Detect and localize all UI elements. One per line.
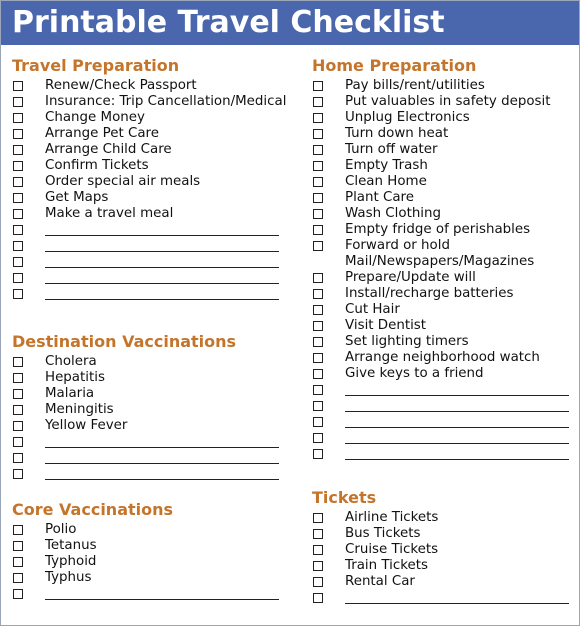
checkbox[interactable]	[313, 273, 323, 283]
checklist-item	[12, 570, 173, 586]
checklist-blank-item	[312, 414, 476, 430]
checklist-blank-item	[12, 450, 236, 466]
checklist-item-label: Wash Clothing	[345, 206, 442, 221]
checklist-item-label: Unplug Electronics	[345, 110, 470, 125]
write-in-line[interactable]	[345, 459, 569, 460]
checklist-item	[12, 78, 197, 94]
checkbox[interactable]	[313, 577, 323, 587]
checklist-item-label: Rental Car	[345, 574, 415, 589]
checkbox[interactable]	[313, 513, 323, 523]
checkbox[interactable]	[13, 453, 23, 463]
checkbox[interactable]	[313, 401, 323, 411]
checkbox[interactable]	[313, 97, 323, 107]
checklist-blank-item	[312, 430, 476, 446]
checklist-blank-item	[12, 222, 179, 238]
checklist-item	[312, 334, 476, 350]
write-in-line[interactable]	[345, 395, 569, 396]
write-in-line[interactable]	[345, 427, 569, 428]
checkbox[interactable]	[13, 161, 23, 171]
checklist-item-label: Cruise Tickets	[345, 542, 439, 557]
checkbox[interactable]	[13, 257, 23, 267]
checklist-blank-item	[12, 434, 236, 450]
checklist-item-label: Mail/Newspapers/Magazines	[345, 254, 535, 269]
section-tickets	[312, 486, 439, 606]
checkbox[interactable]	[313, 385, 323, 395]
checkbox[interactable]	[13, 177, 23, 187]
checklist-item	[312, 158, 476, 174]
checkbox[interactable]	[13, 193, 23, 203]
checklist-item	[12, 386, 236, 402]
checklist-item	[12, 158, 179, 174]
write-in-line[interactable]	[45, 447, 279, 448]
checklist-item-label: Cut Hair	[345, 302, 400, 317]
checklist-item-label: Pay bills/rent/utilities	[345, 78, 485, 93]
checklist-item-label: Hepatitis	[45, 370, 105, 385]
checklist	[12, 78, 287, 302]
title-banner	[1, 1, 579, 45]
checklist-item	[312, 350, 540, 366]
checklist-item	[312, 126, 476, 142]
write-in-line[interactable]	[45, 479, 279, 480]
checklist-item-label: Polio	[45, 522, 77, 537]
checklist-item	[312, 526, 421, 542]
checkbox[interactable]	[313, 305, 323, 315]
checkbox[interactable]	[13, 373, 23, 383]
checkbox[interactable]	[313, 241, 323, 251]
checkbox[interactable]	[13, 573, 23, 583]
checklist-item-label: Insurance: Trip Cancellation/Medical	[45, 94, 287, 109]
section-heading: Destination Vaccinations	[12, 332, 237, 351]
checkbox[interactable]	[313, 529, 323, 539]
checklist-item	[12, 354, 236, 370]
checkbox[interactable]	[313, 289, 323, 299]
checklist-item-label: Plant Care	[345, 190, 414, 205]
write-in-line[interactable]	[345, 411, 569, 412]
checklist-item-label: Prepare/Update will	[345, 270, 476, 285]
checklist-item-label: Empty Trash	[345, 158, 428, 173]
checklist-item-label: Train Tickets	[345, 558, 428, 573]
write-in-line[interactable]	[45, 235, 279, 236]
checkbox[interactable]	[13, 241, 23, 251]
checkbox[interactable]	[13, 437, 23, 447]
section-travel-preparation	[12, 54, 287, 302]
checkbox[interactable]	[313, 353, 323, 363]
section-core-vaccinations	[12, 498, 173, 602]
checkbox[interactable]	[13, 357, 23, 367]
section-heading: Home Preparation	[312, 56, 477, 75]
checklist	[12, 354, 236, 482]
checkbox[interactable]	[13, 557, 23, 567]
checklist-item	[12, 174, 201, 190]
checkbox[interactable]	[313, 449, 323, 459]
checklist	[12, 522, 173, 602]
checklist-blank-item	[12, 238, 179, 254]
checklist-item-label: Put valuables in safety deposit	[345, 94, 551, 109]
checklist-item	[12, 554, 173, 570]
checkbox[interactable]	[313, 417, 323, 427]
checklist-item	[312, 270, 476, 286]
checklist-item	[312, 190, 476, 206]
checklist-blank-item	[12, 586, 173, 602]
checklist-item	[312, 318, 476, 334]
checklist-blank-item	[312, 382, 476, 398]
checklist-item	[312, 78, 485, 94]
checkbox[interactable]	[313, 225, 323, 235]
checklist-item-label: Confirm Tickets	[45, 158, 149, 173]
section-heading: Travel Preparation	[12, 56, 180, 75]
checkbox[interactable]	[313, 177, 323, 187]
checkbox[interactable]	[13, 97, 23, 107]
checklist-item	[312, 206, 476, 222]
checkbox[interactable]	[313, 81, 323, 91]
checklist-item-label: Yellow Fever	[45, 418, 128, 433]
checklist-item	[312, 366, 484, 382]
checklist-blank-item	[312, 590, 376, 606]
section-destination-vaccinations	[12, 330, 236, 482]
checkbox[interactable]	[313, 113, 323, 123]
checklist-item-label: Arrange Pet Care	[45, 126, 159, 141]
checklist-item-label: Turn down heat	[345, 126, 449, 141]
write-in-line[interactable]	[345, 443, 569, 444]
checkbox[interactable]	[13, 389, 23, 399]
checklist-item	[312, 110, 476, 126]
write-in-line[interactable]	[45, 267, 279, 268]
checkbox[interactable]	[13, 289, 23, 299]
checklist-item	[312, 574, 415, 590]
checklist-blank-item	[12, 270, 179, 286]
checklist-item-label: Give keys to a friend	[345, 366, 484, 381]
checklist-item-label: Bus Tickets	[345, 526, 421, 541]
checklist-item-label: Clean Home	[345, 174, 427, 189]
checklist-item-label: Typhoid	[45, 554, 97, 569]
checklist-item-label: Change Money	[45, 110, 145, 125]
checklist-item	[312, 558, 428, 574]
checklist-item	[12, 206, 179, 222]
checklist-blank-item	[12, 466, 236, 482]
checkbox[interactable]	[13, 81, 23, 91]
checklist-blank-item	[12, 286, 179, 302]
checklist-item-label: Malaria	[45, 386, 95, 401]
checkbox[interactable]	[13, 113, 23, 123]
checklist-item-label: Set lighting timers	[345, 334, 469, 349]
checklist-item	[12, 370, 236, 386]
checkbox[interactable]	[13, 129, 23, 139]
checklist-item-label: Install/recharge batteries	[345, 286, 514, 301]
checkbox[interactable]	[313, 337, 323, 347]
checklist-item-label: Arrange neighborhood watch	[345, 350, 540, 365]
checklist-item	[12, 418, 236, 434]
checkbox[interactable]	[13, 525, 23, 535]
checklist-item	[312, 286, 514, 302]
checklist-item	[312, 222, 531, 238]
write-in-line[interactable]	[45, 599, 279, 600]
checklist	[312, 510, 439, 606]
checklist-item	[312, 254, 535, 270]
checkbox[interactable]	[13, 541, 23, 551]
checkbox[interactable]	[13, 225, 23, 235]
checkbox[interactable]	[313, 561, 323, 571]
checklist-item-label: Order special air meals	[45, 174, 201, 189]
checklist-item-label: Forward or hold	[345, 238, 450, 253]
checklist-item	[12, 126, 179, 142]
checkbox[interactable]	[313, 593, 323, 603]
checklist	[312, 78, 551, 462]
checklist-blank-item	[12, 254, 179, 270]
checkbox[interactable]	[313, 209, 323, 219]
write-in-line[interactable]	[45, 463, 279, 464]
checkbox[interactable]	[313, 161, 323, 171]
checkbox[interactable]	[13, 589, 23, 599]
checklist-item	[312, 510, 439, 526]
checklist-item	[12, 142, 179, 158]
section-home-preparation	[312, 54, 551, 462]
checklist-blank-item	[312, 446, 476, 462]
checklist-item	[312, 174, 476, 190]
checkbox[interactable]	[13, 209, 23, 219]
checklist-item	[312, 238, 476, 254]
checkbox[interactable]	[313, 369, 323, 379]
checklist-item	[12, 522, 173, 538]
write-in-line[interactable]	[45, 251, 279, 252]
section-heading: Core Vaccinations	[12, 500, 174, 519]
checklist-item	[312, 302, 476, 318]
checklist-item	[312, 142, 476, 158]
checklist-item	[12, 94, 287, 110]
checklist-item	[12, 402, 236, 418]
checkbox[interactable]	[313, 129, 323, 139]
write-in-line[interactable]	[45, 299, 279, 300]
checklist-item-label: Tetanus	[45, 538, 97, 553]
checkbox[interactable]	[13, 405, 23, 415]
checkbox[interactable]	[313, 321, 323, 331]
checklist-item	[312, 542, 439, 558]
checklist-item-label: Visit Dentist	[345, 318, 427, 333]
checklist-item-label: Make a travel meal	[45, 206, 174, 221]
checklist-item-label: Arrange Child Care	[45, 142, 172, 157]
checklist-item-label: Turn off water	[345, 142, 438, 157]
checklist-item-label: Airline Tickets	[345, 510, 439, 525]
checkbox[interactable]	[13, 145, 23, 155]
checklist-item	[12, 110, 179, 126]
checkbox[interactable]	[13, 273, 23, 283]
checkbox[interactable]	[313, 145, 323, 155]
write-in-line[interactable]	[345, 603, 569, 604]
checklist-item-label: Renew/Check Passport	[45, 78, 197, 93]
checklist-item	[12, 538, 173, 554]
checkbox[interactable]	[13, 469, 23, 479]
checklist-item-label: Get Maps	[45, 190, 109, 205]
write-in-line[interactable]	[45, 283, 279, 284]
checkbox[interactable]	[313, 545, 323, 555]
checklist-item-label: Cholera	[45, 354, 97, 369]
checklist-item-label: Meningitis	[45, 402, 114, 417]
checklist-blank-item	[312, 398, 476, 414]
checklist-item	[312, 94, 551, 110]
page-title: Printable Travel Checklist	[12, 5, 445, 40]
checkbox[interactable]	[13, 421, 23, 431]
section-heading: Tickets	[312, 488, 377, 507]
checkbox[interactable]	[313, 433, 323, 443]
checklist-item-label: Typhus	[45, 570, 92, 585]
checklist-item-label: Empty fridge of perishables	[345, 222, 531, 237]
checkbox[interactable]	[313, 193, 323, 203]
checklist-item	[12, 190, 179, 206]
